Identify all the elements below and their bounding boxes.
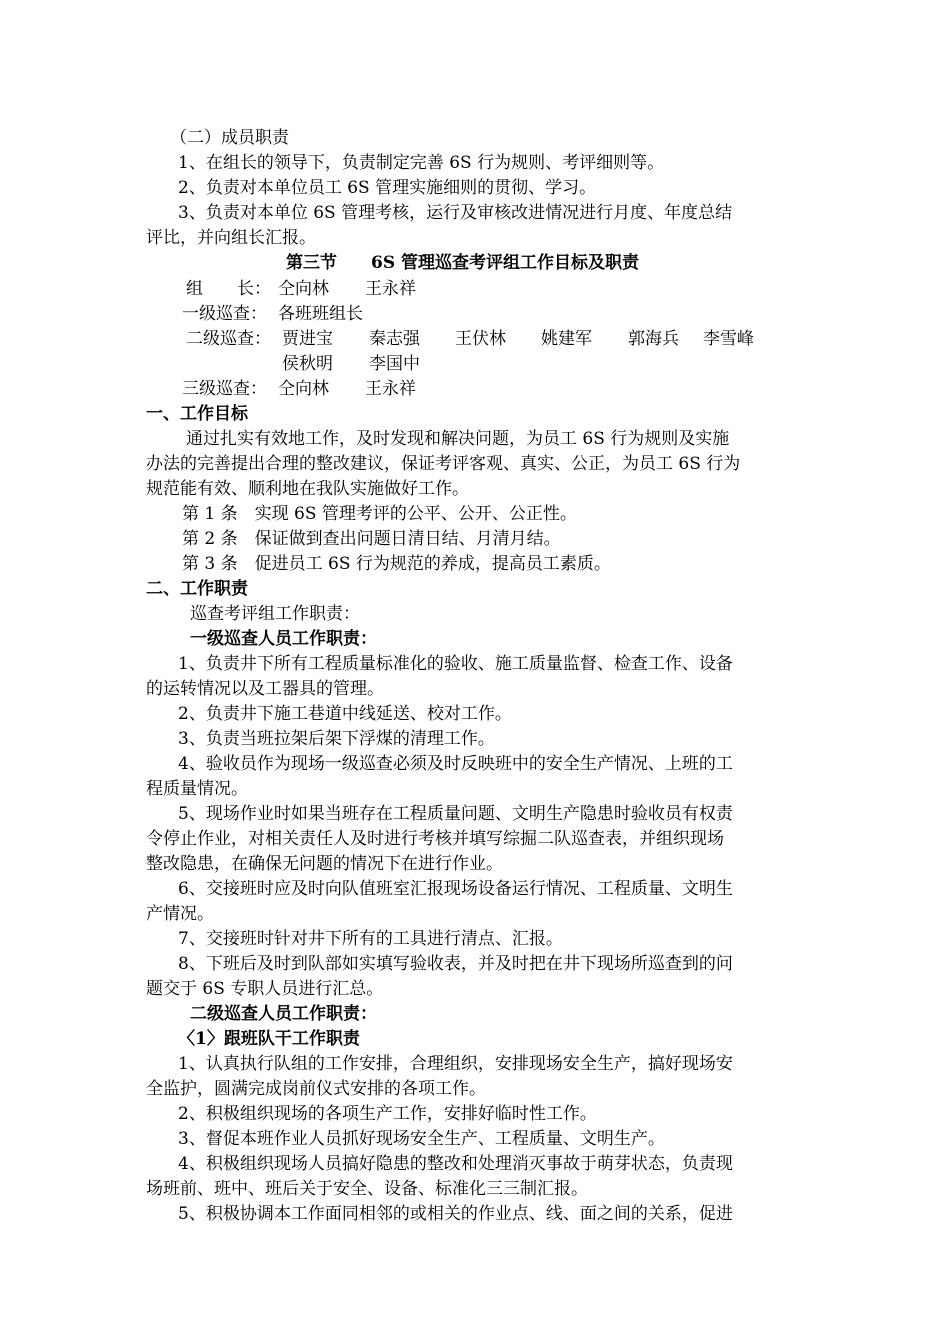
goals-line: 办法的完善提出合理的整改建议，保证考评客观、真实、公正，为员工 6S 行为 xyxy=(146,454,741,474)
member-duty-line: 3、负责对本单位 6S 管理考核，运行及审核改进情况进行月度、年度总结 xyxy=(178,203,733,223)
goals-line: 通过扎实有效地工作，及时发现和解决问题，为员工 6S 行为规则及实施 xyxy=(186,429,730,449)
member-duties-heading: （二）成员职责 xyxy=(170,128,289,148)
roster-leader-row xyxy=(0,277,950,301)
level1-duties-heading: 一级巡查人员工作职责： xyxy=(190,629,377,649)
goals-article: 第 3 条 促进员工 6S 行为规范的养成，提高员工素质。 xyxy=(182,554,611,574)
roster-name: 王永祥 xyxy=(365,379,416,399)
goals-line: 规范能有效、顺利地在我队实施做好工作。 xyxy=(146,479,469,499)
level1-duty-line: 产情况。 xyxy=(146,904,214,924)
roster-name: 仝向林 xyxy=(278,279,329,299)
level2-duty-line: 2、积极组织现场的各项生产工作，安排好临时性工作。 xyxy=(178,1104,597,1124)
member-duty-line: 2、负责对本单位员工 6S 管理实施细则的贯彻、学习。 xyxy=(178,178,597,198)
level2-duty-line: 5、积极协调本工作面同相邻的或相关的作业点、线、面之间的关系，促进 xyxy=(178,1204,733,1224)
level2-duty-line: 全监护，圆满完成岗前仪式安排的各项工作。 xyxy=(146,1079,486,1099)
level1-duty-line: 整改隐患，在确保无问题的情况下在进行作业。 xyxy=(146,854,503,874)
level1-duty-line: 程质量情况。 xyxy=(146,779,248,799)
member-duty-line: 1、在组长的领导下，负责制定完善 6S 行为规则、考评细则等。 xyxy=(178,153,665,173)
duties-heading: 二、工作职责 xyxy=(146,579,248,599)
roster-name: 秦志强 xyxy=(369,329,420,349)
level1-duty-line: 5、现场作业时如果当班存在工程质量问题、文明生产隐患时验收员有权责 xyxy=(178,804,733,824)
goals-heading: 一、工作目标 xyxy=(146,404,248,424)
level1-duty-line: 题交于 6S 专职人员进行汇总。 xyxy=(146,979,384,999)
roster-name: 姚建军 xyxy=(541,329,592,349)
level1-duty-line: 的运转情况以及工器具的管理。 xyxy=(146,679,384,699)
roster-level3-row xyxy=(0,377,950,401)
roster-label: 三级巡查： xyxy=(182,379,267,399)
level2-duty-line: 4、积极组织现场人员搞好隐患的整改和处理消灭事故于萌芽状态，负责现 xyxy=(178,1154,733,1174)
member-duty-line: 评比，并向组长汇报。 xyxy=(146,228,316,248)
roster-name: 王永祥 xyxy=(365,279,416,299)
roster-name: 各班班组长 xyxy=(278,304,363,324)
roster-level2-row-cont xyxy=(0,352,950,376)
goals-article: 第 2 条 保证做到查出问题日清日结、月清月结。 xyxy=(182,529,561,549)
duties-intro: 巡查考评组工作职责： xyxy=(190,604,360,624)
level1-duty-line: 1、负责井下所有工程质量标准化的验收、施工质量监督、检查工作、设备 xyxy=(178,654,733,674)
level1-duty-line: 3、负责当班拉架后架下浮煤的清理工作。 xyxy=(178,729,495,749)
roster-label: 一级巡查： xyxy=(182,304,267,324)
roster-name: 贾进宝 xyxy=(282,329,333,349)
level1-duty-line: 7、交接班时针对井下所有的工具进行清点、汇报。 xyxy=(178,929,563,949)
level1-duty-line: 8、下班后及时到队部如实填写验收表，并及时把在井下现场所巡查到的问 xyxy=(178,954,733,974)
roster-name: 仝向林 xyxy=(278,379,329,399)
roster-name: 李国中 xyxy=(369,354,420,374)
shift-cadre-heading: 〈1〉跟班队干工作职责 xyxy=(178,1029,360,1049)
roster-name: 侯秋明 xyxy=(282,354,333,374)
level1-duty-line: 令停止作业，对相关责任人及时进行考核并填写综掘二队巡查表，并组织现场 xyxy=(146,829,724,849)
roster-name: 郭海兵 xyxy=(628,329,679,349)
roster-label: 组 长： xyxy=(186,279,271,299)
level2-duties-heading: 二级巡查人员工作职责： xyxy=(190,1004,377,1024)
level1-duty-line: 4、验收员作为现场一级巡查必须及时反映班中的安全生产情况、上班的工 xyxy=(178,754,733,774)
level1-duty-line: 2、负责井下施工巷道中线延送、校对工作。 xyxy=(178,704,512,724)
roster-name: 王伏林 xyxy=(455,329,506,349)
level2-duty-line: 场班前、班中、班后关于安全、设备、标准化三三制汇报。 xyxy=(146,1179,588,1199)
roster-level2-row xyxy=(0,327,950,351)
section-title: 第三节 6S 管理巡查考评组工作目标及职责 xyxy=(286,253,640,273)
level1-duty-line: 6、交接班时应及时向队值班室汇报现场设备运行情况、工程质量、文明生 xyxy=(178,879,733,899)
level2-duty-line: 1、认真执行队组的工作安排，合理组织，安排现场安全生产，搞好现场安 xyxy=(178,1054,733,1074)
roster-name: 李雪峰 xyxy=(703,329,754,349)
roster-label: 二级巡查： xyxy=(186,329,271,349)
roster-level1-row xyxy=(0,302,950,326)
level2-duty-line: 3、督促本班作业人员抓好现场安全生产、工程质量、文明生产。 xyxy=(178,1129,665,1149)
goals-article: 第 1 条 实现 6S 管理考评的公平、公开、公正性。 xyxy=(182,504,577,524)
